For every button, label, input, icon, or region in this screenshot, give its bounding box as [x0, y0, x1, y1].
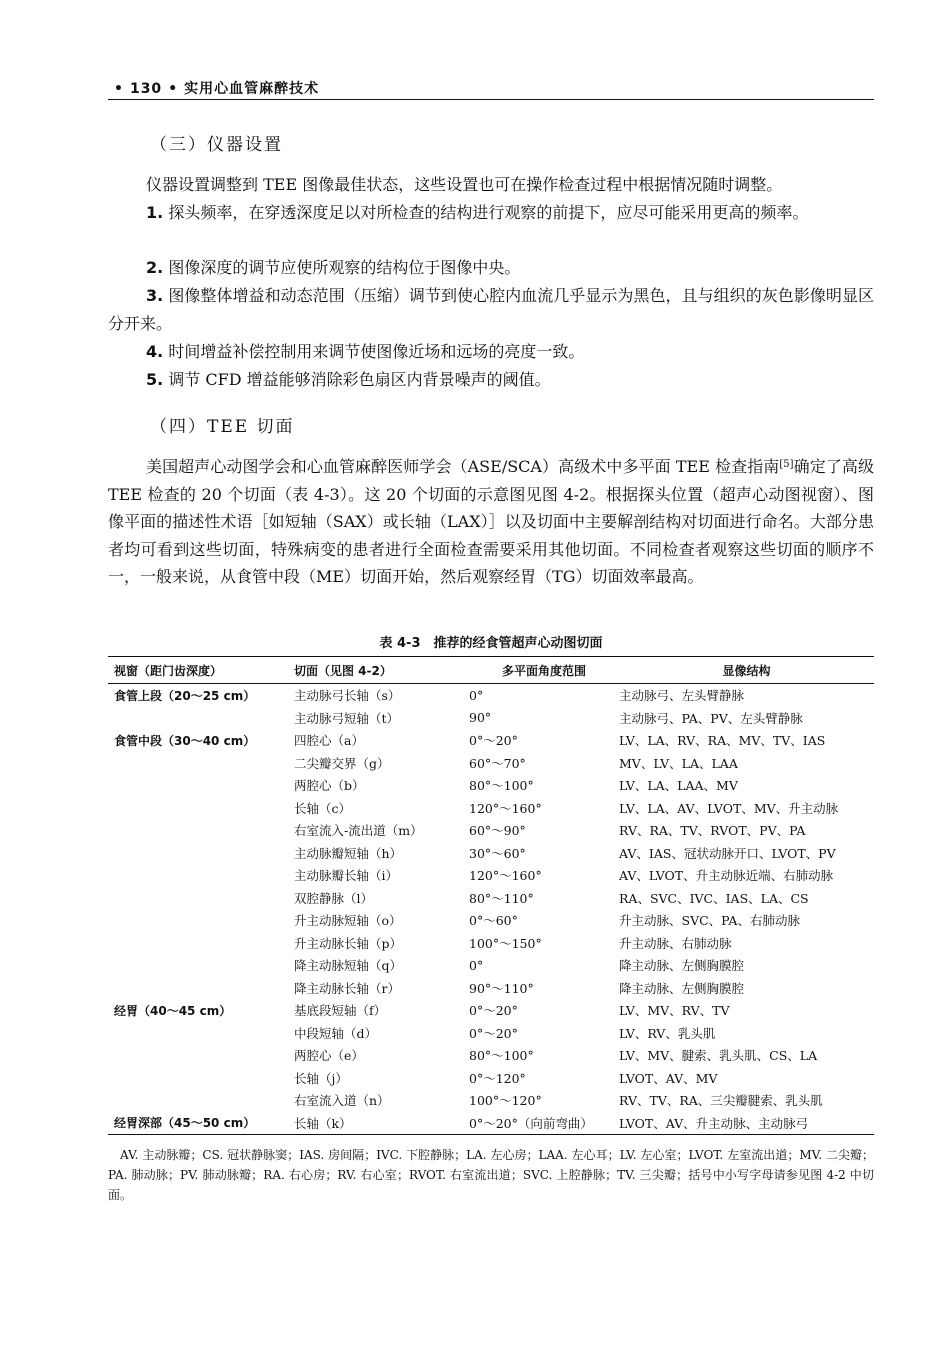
table-row — [108, 842, 874, 865]
table-row — [108, 909, 874, 932]
angle-range-cell: 90°～110° — [469, 980, 534, 996]
table-row — [108, 684, 874, 707]
structures-cell: RV、TV、RA、三尖瓣腱索、乳头肌 — [619, 1093, 823, 1109]
view-window-cell: 食管上段（20～25 cm） — [114, 688, 256, 703]
table-row — [108, 887, 874, 910]
view-name-cell: 两腔心（b） — [294, 778, 365, 794]
structures-cell: LV、RV、乳头肌 — [619, 1025, 716, 1041]
view-name-cell: 升主动脉长轴（p） — [294, 935, 403, 951]
table-row — [108, 999, 874, 1022]
angle-range-cell: 0°～20° — [469, 733, 518, 749]
section4-paragraph — [108, 453, 874, 591]
table-header-row — [108, 657, 874, 684]
item-text: 时间增益补偿控制用来调节使图像近场和远场的亮度一致。 — [168, 342, 585, 361]
view-window-cell — [108, 887, 294, 910]
header-rule — [108, 99, 874, 100]
item-text: 探头频率，在穿透深度足以对所检查的结构进行观察的前提下，应尽可能采用更高的频率。 — [168, 203, 809, 222]
structures-cell: LVOT、AV、MV — [619, 1070, 718, 1086]
table-row — [108, 1044, 874, 1067]
item-text: 图像整体增益和动态范围（压缩）调节到使心腔内血流几乎显示为黑色，且与组织的灰色影像明显区分开来。 — [108, 286, 874, 333]
table-row — [108, 797, 874, 820]
view-window-cell — [108, 1022, 294, 1045]
angle-range-cell: 0°～60° — [469, 913, 518, 929]
item-text: 调节 CFD 增益能够消除彩色扇区内背景噪声的阈值。 — [168, 370, 551, 389]
view-name-cell: 长轴（c） — [294, 800, 352, 816]
structures-cell: 降主动脉、左侧胸膜腔 — [619, 980, 745, 996]
table-row — [108, 774, 874, 797]
structures-cell: 升主动脉、SVC、PA、右肺动脉 — [619, 913, 800, 929]
section-heading-4: （四）TEE 切面 — [150, 417, 295, 437]
column-header: 多平面角度范围 — [469, 657, 619, 684]
view-name-cell: 基底段短轴（f） — [294, 1003, 387, 1019]
angle-range-cell: 0°～120° — [469, 1070, 526, 1086]
structures-cell: 升主动脉、右肺动脉 — [619, 935, 732, 951]
angle-range-cell: 120°～160° — [469, 800, 542, 816]
structures-cell: LV、LA、LAA、MV — [619, 778, 738, 794]
paragraph-text-b: 确定了高级 TEE 检查的 20 个切面（表 4-3）。这 20 个切面的示意图见图 4-2。根据探头位置（超声心动图视窗）、图像平面的描述性术语［如短轴（SAX）或长轴（LAX）］以及切面中主要解剖结构对切面进行命名。大部分患者均可看到这些切面，特殊病变的患者进行全面检查需要采用其他切面。不同检查者观察这些切面的顺序不一，一般来说，从食管中段（ME）切面开始，然后观察经胃（TG）切面效率最高。 — [108, 457, 874, 586]
table-row — [108, 1067, 874, 1090]
view-name-cell: 主动脉弓短轴（t） — [294, 710, 400, 726]
item-number: 5. — [146, 370, 164, 389]
table-row — [108, 1112, 874, 1135]
list-item-5 — [108, 366, 874, 394]
view-name-cell: 右室流入-流出道（m） — [294, 823, 423, 839]
table-row — [108, 864, 874, 887]
book-title: 实用心血管麻醉技术 — [184, 81, 320, 97]
view-name-cell: 主动脉瓣长轴（i） — [294, 868, 398, 884]
angle-range-cell: 80°～100° — [469, 1048, 534, 1064]
list-item-3 — [108, 282, 874, 337]
view-name-cell: 主动脉瓣短轴（h） — [294, 845, 403, 861]
view-name-cell: 四腔心（a） — [294, 733, 364, 749]
structures-cell: LVOT、AV、升主动脉、主动脉弓 — [619, 1112, 874, 1135]
structures-cell: 主动脉弓、左头臂静脉 — [619, 688, 745, 704]
angle-range-cell: 30°～60° — [469, 845, 526, 861]
angle-range-cell: 120°～160° — [469, 868, 542, 884]
view-window-cell: 经胃深部（45～50 cm） — [108, 1112, 294, 1135]
list-item-2 — [108, 254, 874, 282]
view-window-cell — [108, 932, 294, 955]
column-header: 显像结构 — [619, 657, 874, 684]
view-window-cell — [108, 1044, 294, 1067]
angle-range-cell: 80°～100° — [469, 778, 534, 794]
table-row — [108, 819, 874, 842]
structures-cell: 主动脉弓、PA、PV、左头臂静脉 — [619, 710, 803, 726]
view-window-cell — [108, 977, 294, 1000]
structures-cell: LV、LA、RV、RA、MV、TV、IAS — [619, 733, 826, 749]
structures-cell: 降主动脉、左侧胸膜腔 — [619, 958, 745, 974]
section-heading-3: （三）仪器设置 — [150, 135, 283, 155]
view-name-cell: 降主动脉长轴（r） — [294, 980, 400, 996]
list-item-4 — [108, 338, 874, 366]
view-window-cell — [108, 1067, 294, 1090]
page-number: 130 — [129, 81, 163, 97]
reference-marker: [5] — [779, 459, 794, 470]
view-window-cell — [108, 1089, 294, 1112]
table-body — [108, 684, 874, 1135]
angle-range-cell: 0° — [469, 957, 484, 973]
angle-range-cell: 100°～120° — [469, 1093, 542, 1109]
view-name-cell: 主动脉弓长轴（s） — [294, 688, 401, 704]
view-name-cell: 中段短轴（d） — [294, 1025, 378, 1041]
structures-cell: RV、RA、TV、RVOT、PV、PA — [619, 823, 806, 839]
bullet: • — [168, 81, 179, 97]
table-row — [108, 707, 874, 730]
view-name-cell: 长轴（k） — [294, 1112, 469, 1135]
view-name-cell: 两腔心（e） — [294, 1048, 364, 1064]
table-row — [108, 954, 874, 977]
view-window-cell — [108, 707, 294, 730]
table-row — [108, 977, 874, 1000]
view-window-cell — [108, 819, 294, 842]
item-number: 1. — [146, 203, 164, 222]
section3-intro: 仪器设置调整到 TEE 图像最佳状态，这些设置也可在操作检查过程中根据情况随时调整。 — [146, 175, 783, 194]
view-window-cell — [108, 954, 294, 977]
paragraph-text-a: 美国超声心动图学会和心血管麻醉医师学会（ASE/SCA）高级术中多平面 TEE 检查指南 — [146, 457, 780, 476]
bullet: • — [114, 81, 124, 97]
angle-range-cell: 100°～150° — [469, 935, 542, 951]
structures-cell: LV、LA、AV、LVOT、MV、升主动脉 — [619, 800, 839, 816]
view-name-cell: 二尖瓣交界（g） — [294, 755, 390, 771]
view-name-cell: 右室流入道（n） — [294, 1093, 390, 1109]
table-row — [108, 729, 874, 752]
view-window-cell: 经胃（40～45 cm） — [114, 1003, 232, 1018]
structures-cell: LV、MV、腱索、乳头肌、CS、LA — [619, 1048, 818, 1064]
angle-range-cell: 0°～20°（向前弯曲） — [469, 1112, 619, 1135]
table-row — [108, 1022, 874, 1045]
item-number: 4. — [146, 342, 164, 361]
view-window-cell — [108, 909, 294, 932]
table-row — [108, 932, 874, 955]
angle-range-cell: 0°～20° — [469, 1025, 518, 1041]
view-name-cell: 降主动脉短轴（q） — [294, 958, 403, 974]
view-name-cell: 长轴（j） — [294, 1070, 348, 1086]
tee-views-table — [108, 656, 874, 1135]
list-item-1 — [108, 199, 874, 227]
structures-cell: MV、LV、LA、LAA — [619, 755, 738, 771]
structures-cell: AV、LVOT、升主动脉近端、右肺动脉 — [619, 868, 834, 884]
angle-range-cell: 90° — [469, 710, 492, 726]
table-row — [108, 1089, 874, 1112]
table-footnote: AV. 主动脉瓣；CS. 冠状静脉窦；IAS. 房间隔；IVC. 下腔静脉；LA. 左心房；LAA. 左心耳；LV. 左心室；LVOT. 左室流出道；MV. 二尖瓣；PA. 肺动脉；PV. 肺动脉瓣；RA. 右心房；RV. 右心室；RVOT. 右室流出道；SVC. 上腔静脉；TV. 三尖瓣；括号中小写字母请参见图 4-2 中切面。 — [108, 1148, 874, 1202]
view-window-cell — [108, 864, 294, 887]
column-header: 视窗（距门齿深度） — [108, 657, 294, 684]
view-window-cell: 食管中段（30～40 cm） — [114, 733, 256, 748]
column-header: 切面（见图 4-2） — [294, 657, 469, 684]
angle-range-cell: 0° — [469, 687, 484, 703]
structures-cell: LV、MV、RV、TV — [619, 1003, 730, 1019]
view-window-cell — [108, 752, 294, 775]
structures-cell: AV、IAS、冠状动脉开口、LVOT、PV — [619, 845, 836, 861]
angle-range-cell: 60°～90° — [469, 823, 526, 839]
angle-range-cell: 60°～70° — [469, 755, 526, 771]
view-name-cell: 升主动脉短轴（o） — [294, 913, 402, 929]
view-name-cell: 双腔静脉（l） — [294, 890, 373, 906]
structures-cell: RA、SVC、IVC、IAS、LA、CS — [619, 890, 809, 906]
table-row — [108, 752, 874, 775]
item-number: 2. — [146, 258, 164, 277]
item-number: 3. — [146, 286, 164, 305]
item-text: 图像深度的调节应使所观察的结构位于图像中央。 — [168, 258, 521, 277]
view-window-cell — [108, 797, 294, 820]
angle-range-cell: 0°～20° — [469, 1003, 518, 1019]
view-window-cell — [108, 842, 294, 865]
table-title: 表 4-3 推荐的经食管超声心动图切面 — [379, 636, 603, 651]
angle-range-cell: 80°～110° — [469, 890, 534, 906]
view-window-cell — [108, 774, 294, 797]
